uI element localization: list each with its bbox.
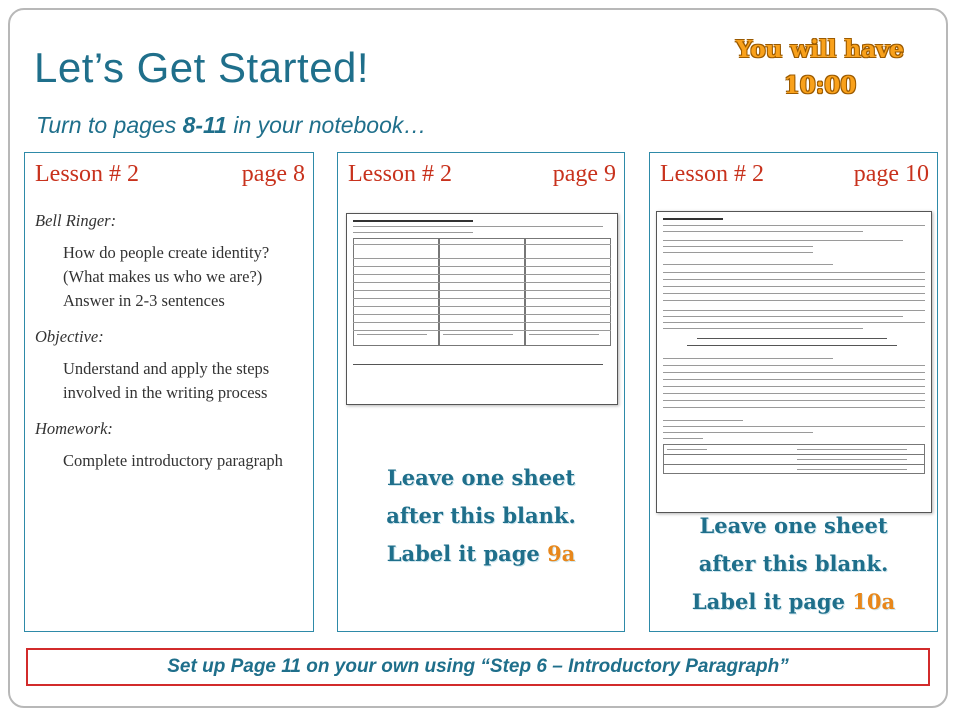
bell-ringer-text: How do people create identity? (What makes us who we are?) Answer in 2-3 sentences — [63, 243, 270, 310]
note-page-label: 10a — [852, 589, 896, 614]
panel-heading — [348, 161, 616, 188]
homework-label: Homework: — [35, 419, 113, 438]
page-subtitle — [36, 112, 426, 139]
note-line-3-pre: Label it page — [691, 589, 853, 614]
subtitle-pre: Turn to pages — [36, 112, 183, 138]
bell-ringer-label: Bell Ringer: — [35, 211, 117, 230]
panel-heading — [35, 161, 305, 188]
note-line-1: Leave one sheet — [386, 465, 576, 490]
page-label: page 10 — [853, 161, 929, 187]
note-line-3 — [338, 535, 624, 573]
leave-sheet-note — [650, 507, 937, 621]
panel-page-10 — [649, 152, 938, 632]
timer-banner — [700, 32, 940, 104]
lesson-label: Lesson # 2 — [348, 161, 452, 187]
note-line-3-pre: Label it page — [386, 541, 548, 566]
panel-page-9 — [337, 152, 625, 632]
timer-label: You will have — [735, 36, 905, 63]
footer-instruction: Set up Page 11 on your own using “Step 6 – Introductory Paragraph” — [26, 648, 930, 686]
page-title: Let’s Get Started! — [34, 44, 370, 91]
note-line-2: after this blank. — [698, 551, 889, 576]
lesson-details — [35, 209, 303, 485]
lesson-label: Lesson # 2 — [660, 161, 764, 187]
page-label: page 9 — [552, 161, 616, 187]
objective-label: Objective: — [35, 327, 104, 346]
panel-page-8 — [24, 152, 314, 632]
note-line-2: after this blank. — [386, 503, 576, 528]
subtitle-post: in your notebook… — [226, 112, 427, 138]
homework-text: Complete introductory paragraph — [63, 451, 283, 470]
leave-sheet-note — [338, 459, 624, 573]
worksheet-thumbnail-step5 — [656, 211, 932, 513]
worksheet-thumbnail-step4 — [346, 213, 618, 405]
note-page-label: 9a — [547, 541, 576, 566]
page-label: page 8 — [241, 161, 305, 187]
lesson-label: Lesson # 2 — [35, 161, 139, 187]
note-line-3 — [650, 583, 937, 621]
subtitle-pages: 8-11 — [182, 112, 227, 138]
panel-heading — [660, 161, 929, 188]
note-line-1: Leave one sheet — [699, 513, 888, 538]
timer-value: 10:00 — [783, 72, 857, 99]
objective-text: Understand and apply the steps involved in the writing process — [63, 359, 270, 402]
